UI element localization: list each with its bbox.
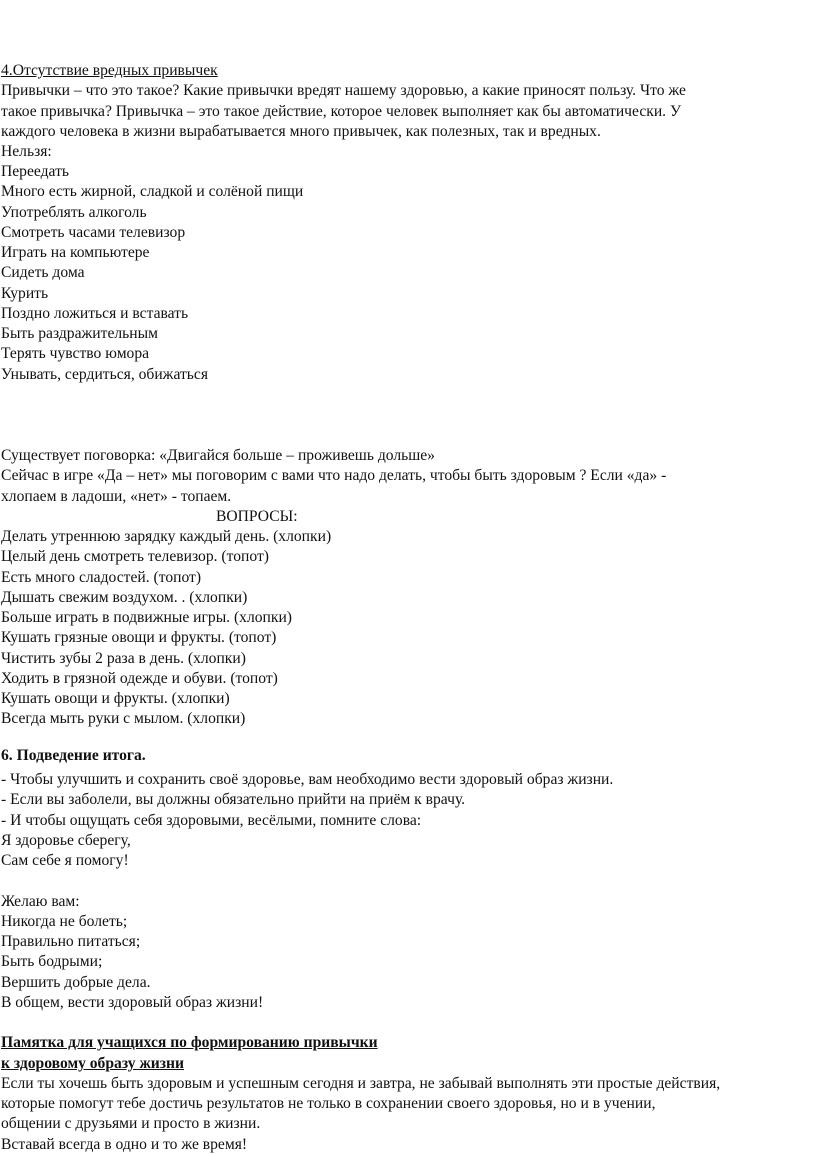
intro-line-2: такое привычка? Привычка – это такое действие, которое человек выполняет как бы автоматически. У <box>1 103 682 120</box>
memo-body-line: которые помогут тебе достичь результатов не только в сохранении своего здоровья, но и в учении, <box>1 1095 656 1112</box>
saying: Существует поговорка: «Двигайся больше – проживешь дольше» <box>1 447 435 464</box>
motto-line: Я здоровье сберегу, <box>1 832 131 849</box>
summary-point: - Если вы заболели, вы должны обязательно прийти на приём к врачу. <box>1 791 466 808</box>
wishes-label: Желаю вам: <box>1 893 80 910</box>
memo-body-line: общении с друзьями и просто в жизни. <box>1 1115 261 1132</box>
memo-body-line: Если ты хочешь быть здоровым и успешным сегодня и завтра, не забывай выполнять эти простые действия, <box>1 1075 721 1092</box>
wish-item: Правильно питаться; <box>1 933 141 950</box>
forbidden-label: Нельзя: <box>1 143 52 160</box>
forbidden-item: Переедать <box>1 163 69 180</box>
forbidden-item: Унывать, сердиться, обижаться <box>1 366 208 383</box>
forbidden-item: Играть на компьютере <box>1 244 150 261</box>
question-item: Есть много сладостей. (топот) <box>1 569 202 586</box>
forbidden-item: Курить <box>1 285 49 302</box>
question-item: Чистить зубы 2 раза в день. (хлопки) <box>1 650 246 667</box>
game-instruction-line-2: хлопаем в ладоши, «нет» - топаем. <box>1 488 232 505</box>
memo-body-line: Вставай всегда в одно и то же время! <box>1 1136 248 1153</box>
motto-line: Сам себе я помогу! <box>1 852 129 869</box>
wish-item: Вершить добрые дела. <box>1 974 151 991</box>
question-item: Целый день смотреть телевизор. (топот) <box>1 548 269 565</box>
forbidden-item: Поздно ложиться и вставать <box>1 305 189 322</box>
question-item: Больше играть в подвижные игры. (хлопки) <box>1 609 292 626</box>
question-item: Дышать свежим воздухом. . (хлопки) <box>1 589 248 606</box>
question-item: Делать утреннюю зарядку каждый день. (хлопки) <box>1 528 332 545</box>
question-item: Кушать грязные овощи и фрукты. (топот) <box>1 629 277 646</box>
question-item: Ходить в грязной одежде и обуви. (топот) <box>1 670 278 687</box>
summary-point: - И чтобы ощущать себя здоровыми, весёлыми, помните слова: <box>1 812 422 829</box>
forbidden-item: Сидеть дома <box>1 264 85 281</box>
forbidden-item: Терять чувство юмора <box>1 345 150 362</box>
summary-point: - Чтобы улучшить и сохранить своё здоровье, вам необходимо вести здоровый образ жизни. <box>1 771 614 788</box>
forbidden-item: Употреблять алкоголь <box>1 204 147 221</box>
section-6-heading: 6. Подведение итога. <box>1 747 146 764</box>
game-instruction-line-1: Сейчас в игре «Да – нет» мы поговорим с вами что надо делать, чтобы быть здоровым ? Если «да» - <box>1 467 667 484</box>
intro-line-3: каждого человека в жизни вырабатывается много привычек, как полезных, так и вредных. <box>1 123 601 140</box>
forbidden-item: Смотреть часами телевизор <box>1 224 186 241</box>
wish-item: В общем, вести здоровый образ жизни! <box>1 994 264 1011</box>
memo-title-line-1: Памятка для учащихся по формированию привычки <box>1 1034 378 1051</box>
memo-title-line-2: к здоровому образу жизни <box>1 1055 184 1072</box>
section-4-heading: 4.Отсутствие вредных привычек <box>1 62 218 79</box>
intro-line-1: Привычки – что это такое? Какие привычки вредят нашему здоровью, а какие приносят пользу. Что же <box>1 82 686 99</box>
question-item: Всегда мыть руки с мылом. (хлопки) <box>1 710 246 727</box>
wish-item: Быть бодрыми; <box>1 953 103 970</box>
wish-item: Никогда не болеть; <box>1 913 128 930</box>
questions-title: ВОПРОСЫ: <box>216 508 298 525</box>
forbidden-item: Быть раздражительным <box>1 325 158 342</box>
question-item: Кушать овощи и фрукты. (хлопки) <box>1 690 230 707</box>
forbidden-item: Много есть жирной, сладкой и солёной пищи <box>1 183 304 200</box>
